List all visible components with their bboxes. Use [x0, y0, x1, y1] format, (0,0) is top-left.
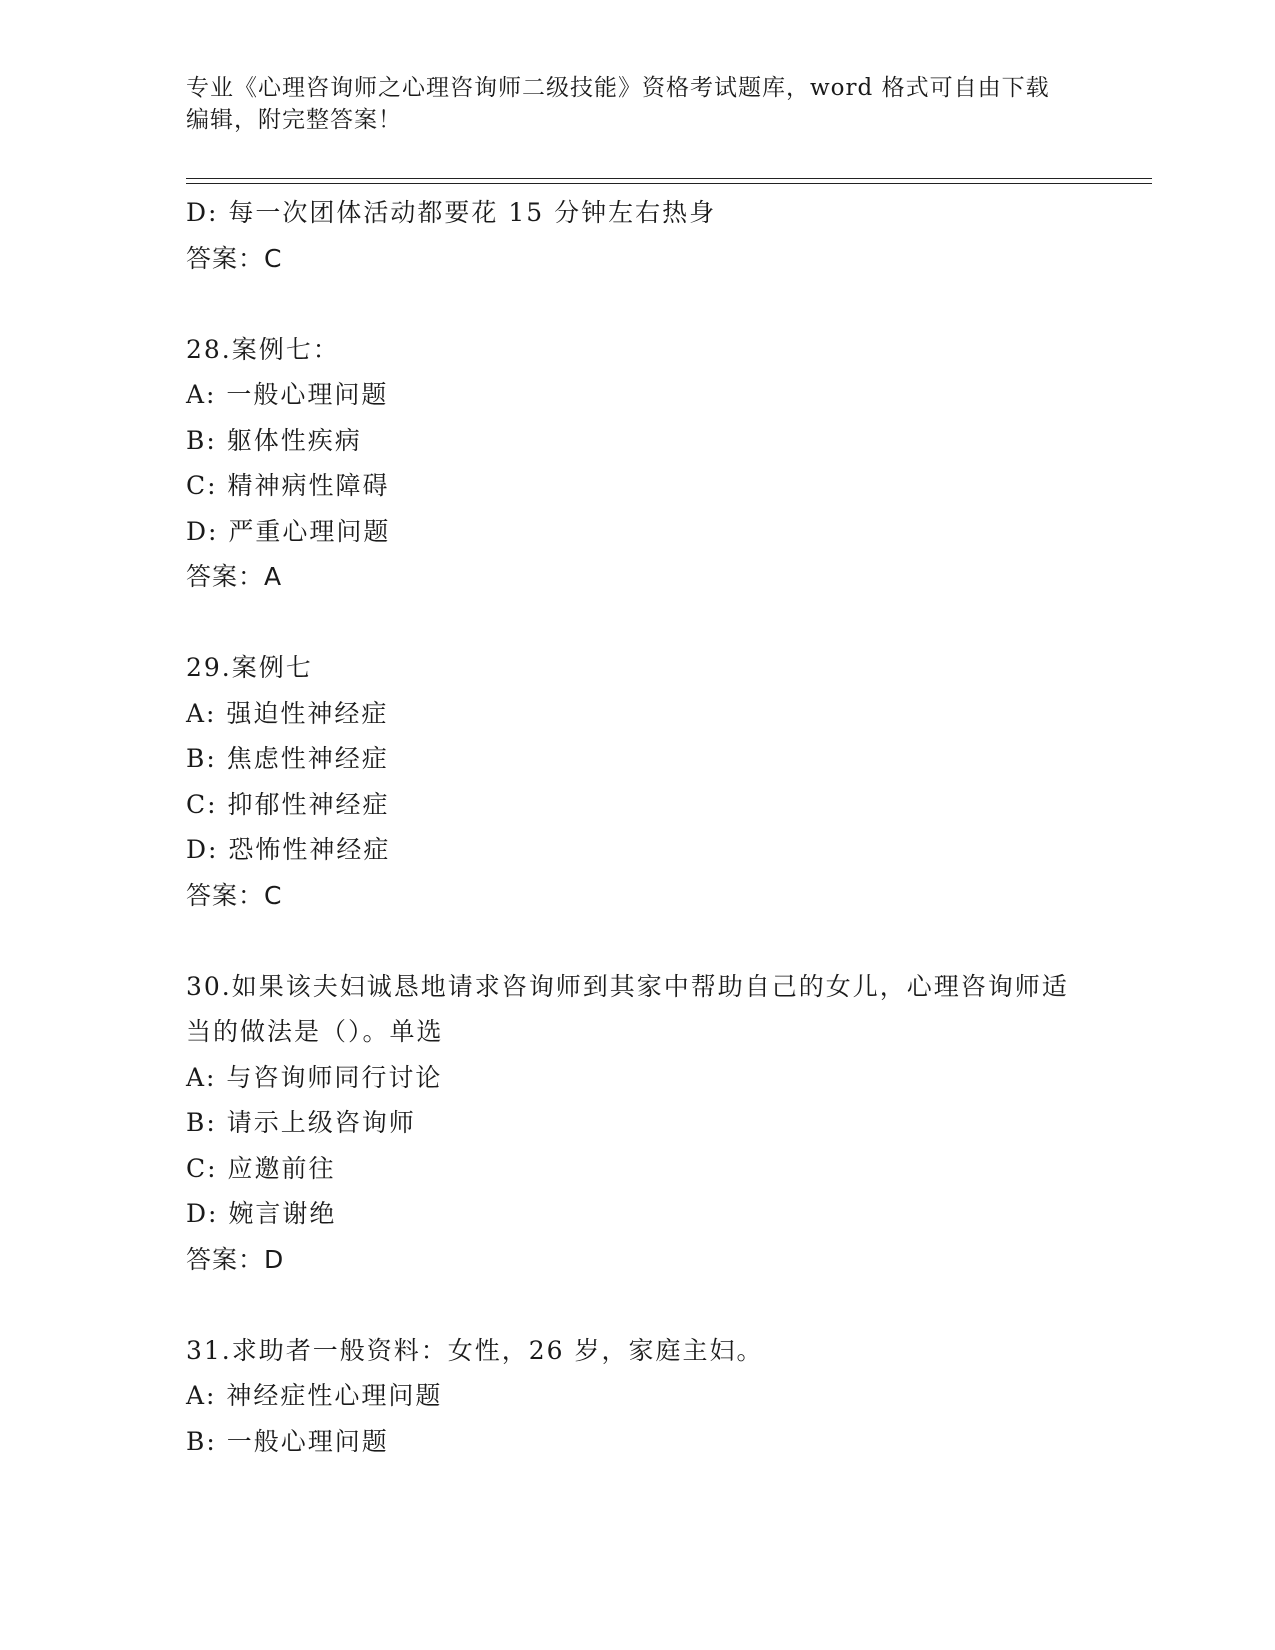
question-stem: 28.案例七：: [186, 334, 340, 364]
document-header: 专业《心理咨询师之心理咨询师二级技能》资格考试题库，word 格式可自由下载编辑，附完整答案！: [186, 75, 1050, 133]
option-c: C: 应邀前往: [186, 1153, 336, 1183]
question-30: [186, 964, 1086, 1283]
question-28: [186, 327, 1086, 600]
answer-line: 答案：C: [186, 243, 283, 273]
option-a: A: 一般心理问题: [186, 380, 389, 409]
option-c: C: 精神病性障碍: [186, 471, 390, 500]
question-list: [186, 190, 1086, 1464]
option-c: C: 抑郁性神经症: [186, 789, 390, 819]
option-a: A: 强迫性神经症: [186, 698, 389, 728]
answer-line: 答案：A: [186, 562, 283, 591]
option-b: B: 一般心理问题: [186, 1426, 389, 1456]
option-b: B: 请示上级咨询师: [186, 1108, 416, 1137]
header-divider-top: [186, 178, 1152, 179]
option-d: D: 婉言谢绝: [186, 1199, 337, 1228]
option-a: A: 神经症性心理问题: [186, 1381, 443, 1410]
question-29: [186, 645, 1086, 918]
option-d: D: 严重心理问题: [186, 516, 391, 546]
header-divider-bottom: [186, 183, 1152, 184]
question-31: [186, 1328, 1086, 1465]
option-d: D: 恐怖性神经症: [186, 835, 391, 864]
answer-line: 答案：D: [186, 1244, 285, 1274]
answer-line: 答案：C: [186, 880, 283, 910]
question-stem: 29.案例七: [186, 653, 313, 682]
option-b: B: 躯体性疾病: [186, 425, 362, 455]
question-stem: 30.如果该夫妇诚恳地请求咨询师到其家中帮助自己的女儿，心理咨询师适当的做法是（）。单选: [186, 971, 1069, 1046]
question-stem: 31.求助者一般资料：女性，26 岁，家庭主妇。: [186, 1335, 764, 1365]
option-a: A: 与咨询师同行讨论: [186, 1062, 443, 1092]
option-b: B: 焦虑性神经症: [186, 744, 389, 773]
option-d: D: 每一次团体活动都要花 15 分钟左右热身: [186, 198, 717, 227]
